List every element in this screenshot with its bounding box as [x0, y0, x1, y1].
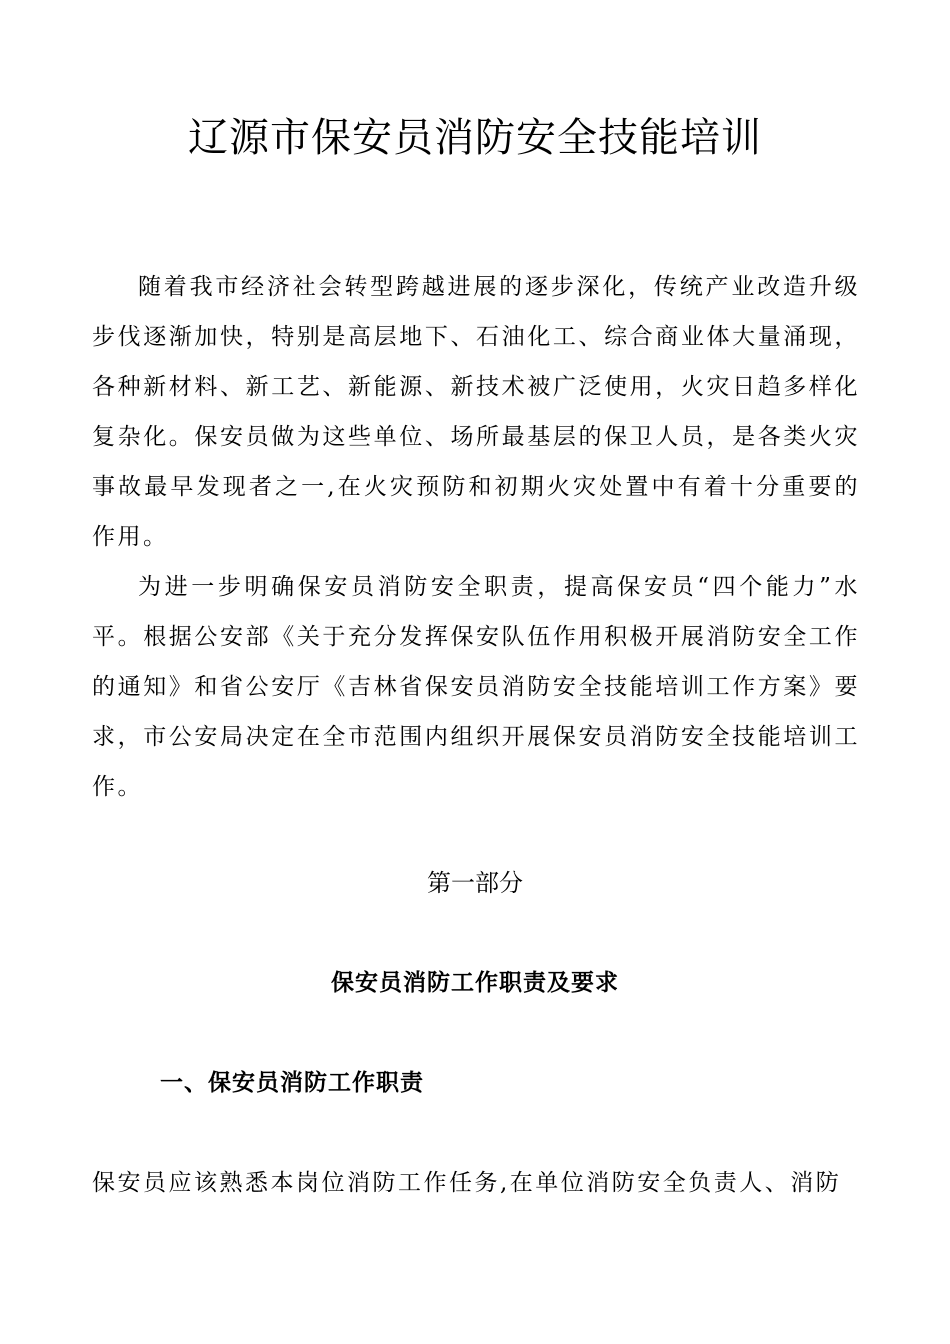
purpose-paragraph: 为进一步明确保安员消防安全职责，提高保安员“四个能力”水平。根据公安部《关于充分发挥保安队伍作用积极开展消防安全工作的通知》和省公安厅《吉林省保安员消防安全技能培训工作方案》要求，市公安局决定在全市范围内组织开展保安员消防安全技能培训工作。: [92, 574, 860, 800]
document-title: 辽源市保安员消防安全技能培训: [188, 115, 762, 161]
part-heading: 第一部分: [427, 869, 523, 897]
duties-paragraph: 保安员应该熟悉本岗位消防工作任务,在单位消防安全负责人、消防: [92, 1170, 842, 1196]
sub-heading: 一、保安员消防工作职责: [160, 1069, 424, 1096]
intro-paragraph: 随着我市经济社会转型跨越进展的逐步深化，传统产业改造升级步伐逐渐加快，特别是高层地下、石油化工、综合商业体大量涌现，各种新材料、新工艺、新能源、新技术被广泛使用，火灾日趋多样化复杂化。保安员做为这些单位、场所最基层的保卫人员，是各类火灾事故最早发现者之一,在火灾预防和初期火灾处置中有着十分重要的作用。: [92, 274, 860, 550]
section-heading: 保安员消防工作职责及要求: [331, 969, 619, 996]
